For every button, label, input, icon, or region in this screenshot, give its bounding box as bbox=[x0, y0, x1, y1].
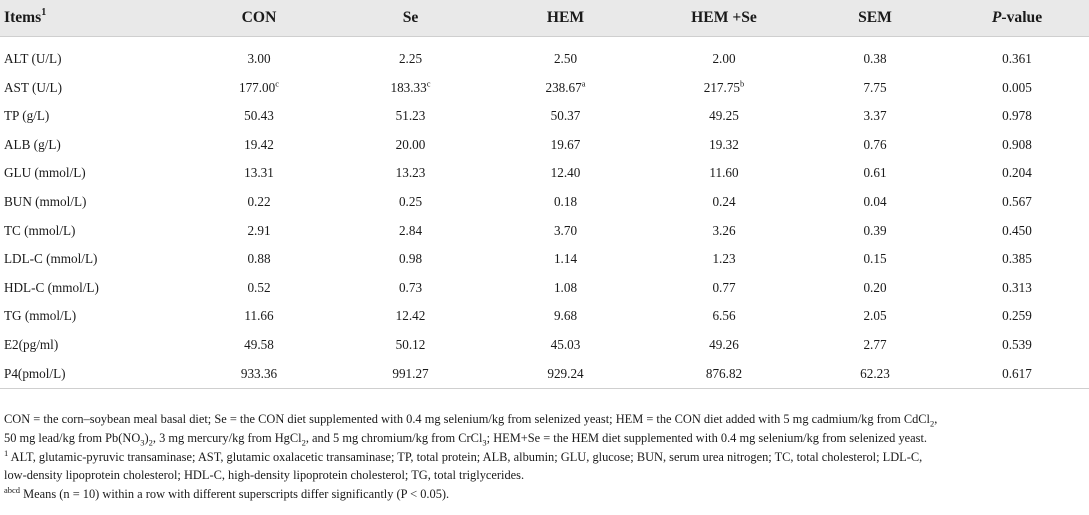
cell-p-value: 0.204 bbox=[1002, 165, 1032, 181]
header-hemse: HEM +Se bbox=[643, 0, 805, 37]
cell-sem: 0.04 bbox=[863, 194, 887, 209]
cell-sem: 0.61 bbox=[863, 165, 887, 181]
cell-hem: 45.03 bbox=[550, 336, 581, 352]
header-con: CON bbox=[185, 0, 333, 37]
cell-p-value: 0.361 bbox=[1002, 51, 1032, 67]
cell-item: E2(pg/ml) bbox=[4, 336, 59, 352]
cell-hemse: 49.26 bbox=[709, 336, 739, 352]
cell-hemse: 19.32 bbox=[709, 136, 739, 152]
cell-con: 2.91 bbox=[247, 222, 271, 238]
cell-con: 177.00$^c$ bbox=[238, 78, 280, 95]
cell-item: LDL-C (mmol/L) bbox=[4, 251, 98, 267]
cell-se: 51.23 bbox=[395, 108, 426, 124]
cell-item: P4(pmol/L) bbox=[0, 359, 185, 389]
header-se: Se bbox=[333, 0, 488, 37]
cell-p-value: 0.908 bbox=[1002, 136, 1032, 152]
cell-con: 3.00 bbox=[247, 51, 271, 67]
cell-hem: 3.70 bbox=[553, 222, 578, 238]
table-row bbox=[0, 302, 1089, 331]
cell-p-value: 0.617 bbox=[945, 359, 1089, 389]
table-row bbox=[0, 45, 1089, 74]
cell-se: 2.84 bbox=[398, 222, 423, 238]
cell-se: 2.25 bbox=[398, 51, 423, 67]
cell-hemse: 6.56 bbox=[712, 308, 736, 324]
cell-p-value: 0.313 bbox=[1002, 279, 1032, 295]
cell-con: 50.43 bbox=[244, 108, 274, 124]
footnote-diets: CON = the corn–soybean meal basal diet; Se = the CON diet supplemented with 0.4 mg selenium/kg from selenized yeast; HEM = the CON diet added with 5 mg cadmium/kg from CdCl$_2$, 50 mg lead/kg from $Pb(NO_3)_2$, 3 mg mercury/kg from HgCl$_2$, and 5 mg chromium/kg from CrCl$_3$; HEM+Se = the HEM diet supplemented with 0.4 mg selenium/kg from selenized yeast. bbox=[4, 412, 938, 448]
cell-se: 991.27 bbox=[333, 359, 488, 389]
cell-hemse: 217.75$^b$ bbox=[703, 78, 745, 95]
table-footnotes bbox=[4, 410, 1086, 504]
table-row bbox=[0, 359, 1089, 389]
cell-se: 0.25 bbox=[398, 194, 423, 209]
cell-hem: 1.08 bbox=[553, 279, 578, 295]
cell-sem: 0.76 bbox=[863, 136, 887, 152]
cell-item: TC (mmol/L) bbox=[4, 222, 76, 238]
cell-sem: 0.39 bbox=[863, 222, 887, 238]
cell-item: BUN (mmol/L) bbox=[4, 194, 87, 209]
cell-hemse: 3.26 bbox=[712, 222, 736, 238]
cell-sem: 0.38 bbox=[863, 51, 887, 67]
cell-item: TP (g/L) bbox=[4, 108, 50, 124]
cell-hemse: 0.77 bbox=[712, 279, 736, 295]
cell-sem: 0.15 bbox=[863, 251, 887, 267]
table-row bbox=[0, 330, 1089, 359]
header-p-value: P-value bbox=[945, 0, 1089, 37]
table-row bbox=[0, 74, 1089, 103]
footnote-significance: $^{abcd}$ Means (n = 10) within a row with different superscripts differ significantly (P < 0.05). bbox=[4, 485, 450, 502]
cell-p-value: 0.450 bbox=[1002, 222, 1032, 238]
cell-p-value: 0.978 bbox=[1002, 108, 1032, 124]
header-hem: HEM bbox=[488, 0, 643, 37]
cell-hemse: 0.24 bbox=[712, 194, 736, 209]
cell-con: 19.42 bbox=[244, 136, 274, 152]
cell-item: ALT (U/L) bbox=[4, 51, 62, 67]
cell-se: 12.42 bbox=[395, 308, 426, 324]
cell-item: AST (U/L) bbox=[4, 79, 62, 95]
cell-item: HDL-C (mmol/L) bbox=[4, 279, 99, 295]
cell-hem: 929.24 bbox=[488, 359, 643, 389]
cell-hemse: 876.82 bbox=[643, 359, 805, 389]
cell-se: 50.12 bbox=[395, 336, 426, 352]
cell-p-value: 0.005 bbox=[1002, 79, 1032, 95]
cell-hemse: 2.00 bbox=[712, 51, 736, 67]
cell-hemse: 49.25 bbox=[709, 108, 739, 124]
table-row bbox=[0, 245, 1089, 274]
cell-sem: 62.23 bbox=[805, 359, 945, 389]
cell-sem: 7.75 bbox=[863, 79, 887, 95]
cell-hem: 19.67 bbox=[550, 136, 581, 152]
cell-se: 183.33$^c$ bbox=[390, 78, 431, 95]
cell-con: 0.22 bbox=[247, 194, 271, 209]
cell-con: 13.31 bbox=[244, 165, 274, 181]
cell-p-value: 0.567 bbox=[1002, 194, 1032, 209]
cell-hem: 50.37 bbox=[550, 108, 581, 124]
cell-p-value: 0.259 bbox=[1002, 308, 1032, 324]
cell-item: TG (mmol/L) bbox=[4, 308, 77, 324]
cell-hem: 9.68 bbox=[553, 308, 578, 324]
cell-con: 11.66 bbox=[244, 308, 274, 324]
cell-con: 49.58 bbox=[244, 336, 274, 352]
cell-con: 0.88 bbox=[247, 251, 271, 267]
table-row bbox=[0, 131, 1089, 160]
cell-hem: 12.40 bbox=[550, 165, 581, 181]
cell-se: 0.98 bbox=[398, 251, 423, 267]
table-row bbox=[0, 273, 1089, 302]
cell-hem: 238.67$^a$ bbox=[545, 78, 586, 95]
header-sem: SEM bbox=[805, 0, 945, 37]
cell-item: ALB (g/L) bbox=[4, 136, 61, 152]
table-row bbox=[0, 216, 1089, 245]
cell-sem: 2.77 bbox=[863, 336, 887, 352]
table-row bbox=[0, 159, 1089, 188]
cell-hem: 2.50 bbox=[553, 51, 578, 67]
cell-sem: 2.05 bbox=[863, 308, 887, 324]
cell-se: 0.73 bbox=[398, 279, 423, 295]
footnote-abbreviations: $^1$ ALT, glutamic-pyruvic transaminase; AST, glutamic oxalacetic transaminase; TP, total protein; ALB, albumin; GLU, glucose; BUN, serum urea nitrogen; TC, total cholesterol; LDL-C, low-density lipoprotein cholesterol; HDL-C, high-density lipoprotein cholesterol; TG, total triglycerides. bbox=[4, 447, 923, 483]
cell-hem: 1.14 bbox=[553, 251, 578, 267]
cell-con: 933.36 bbox=[185, 359, 333, 389]
cell-p-value: 0.385 bbox=[1002, 251, 1032, 267]
header-row bbox=[0, 0, 1089, 37]
cell-sem: 3.37 bbox=[863, 108, 887, 124]
header-items: Items$^1$ bbox=[0, 0, 185, 37]
table-body bbox=[0, 37, 1089, 389]
cell-hem: 0.18 bbox=[553, 194, 578, 209]
cell-se: 13.23 bbox=[395, 165, 426, 181]
table-row bbox=[0, 102, 1089, 131]
cell-hemse: 11.60 bbox=[709, 165, 739, 181]
cell-hemse: 1.23 bbox=[712, 251, 736, 267]
cell-con: 0.52 bbox=[247, 279, 271, 295]
cell-item: GLU (mmol/L) bbox=[4, 165, 86, 181]
cell-sem: 0.20 bbox=[863, 279, 887, 295]
cell-p-value: 0.539 bbox=[1002, 336, 1032, 352]
cell-se: 20.00 bbox=[395, 136, 426, 152]
table-row bbox=[0, 188, 1089, 217]
